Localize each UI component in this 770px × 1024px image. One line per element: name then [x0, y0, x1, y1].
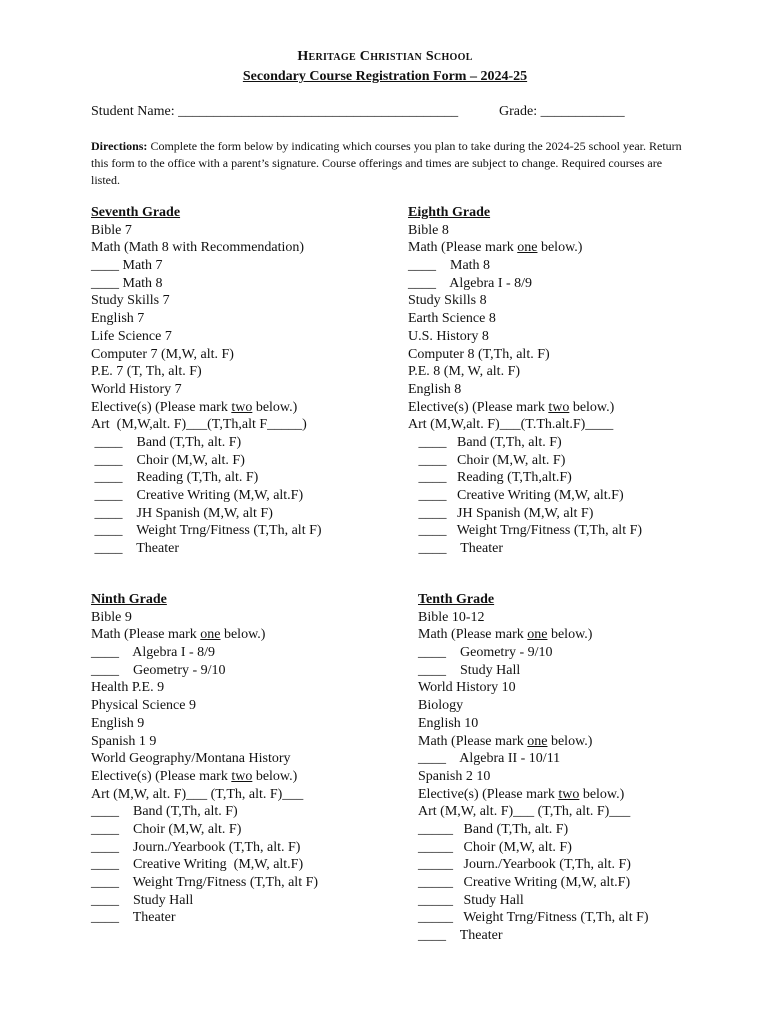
- seventh-grade-section: [91, 204, 322, 558]
- course-list: [418, 609, 649, 945]
- school-name: Heritage Christian School: [297, 49, 473, 64]
- course-line: Physical Science 9: [91, 698, 196, 714]
- course-line: English 10: [418, 715, 479, 731]
- course-line: ____ JH Spanish (M,W, alt F): [408, 505, 594, 521]
- course-line: Elective(s) (Please mark two below.): [418, 786, 625, 802]
- course-line: Spanish 1 9: [91, 733, 157, 749]
- course-line: _____ Journ./Yearbook (T,Th, alt. F): [418, 857, 631, 873]
- course-line: _____ Weight Trng/Fitness (T,Th, alt F): [418, 910, 649, 926]
- course-line: ____ Creative Writing (M,W, alt.F): [408, 488, 624, 503]
- tenth-grade-section: [418, 591, 649, 945]
- course-line: World Geography/Montana History: [91, 751, 291, 767]
- course-list: [91, 222, 322, 558]
- course-line: English 7: [91, 311, 145, 327]
- course-line: Math (Please mark one below.): [418, 627, 593, 643]
- course-line: Math (Please mark one below.): [418, 733, 593, 749]
- course-line: Elective(s) (Please mark two below.): [408, 399, 615, 415]
- section-heading: Seventh Grade: [91, 205, 181, 220]
- course-line: Math (Please mark one below.): [91, 627, 266, 643]
- course-line: Computer 7 (M,W, alt. F): [91, 346, 234, 362]
- course-line: ____ Theater: [91, 541, 179, 557]
- course-line: ____ Journ./Yearbook (T,Th, alt. F): [91, 839, 301, 855]
- directions: [91, 138, 691, 189]
- course-line: Math (Please mark one below.): [408, 240, 583, 256]
- section-heading: Tenth Grade: [418, 592, 495, 607]
- course-line: Health P.E. 9: [91, 680, 165, 696]
- course-line: English 8: [408, 381, 462, 397]
- course-line: Art (M,W,alt. F)___(T.Th.alt.F)____: [408, 417, 614, 433]
- course-line: Bible 7: [91, 222, 132, 238]
- course-line: World History 7: [91, 381, 182, 397]
- course-line: ____ Reading (T,Th, alt. F): [91, 470, 259, 486]
- course-line: Spanish 2 10: [418, 768, 491, 784]
- course-line: ____ Theater: [408, 541, 503, 557]
- course-line: _____ Creative Writing (M,W, alt.F): [418, 875, 631, 890]
- course-line: ____ JH Spanish (M,W, alt F): [91, 505, 273, 521]
- course-line: Study Skills 7: [91, 293, 170, 309]
- course-line: ____ Theater: [418, 928, 503, 944]
- course-line: ____ Math 7: [91, 258, 163, 274]
- course-line: ____ Choir (M,W, alt. F): [91, 452, 245, 468]
- course-line: ____ Choir (M,W, alt. F): [408, 452, 566, 468]
- course-line: ____ Band (T,Th, alt. F): [91, 804, 238, 820]
- course-list: [408, 222, 642, 558]
- directions-label: Directions:: [91, 139, 148, 153]
- course-line: Elective(s) (Please mark two below.): [91, 768, 298, 784]
- course-line: _____ Study Hall: [418, 892, 524, 908]
- form-title: Secondary Course Registration Form – 2024-25: [242, 69, 528, 84]
- course-line: ____ Math 8: [91, 275, 163, 291]
- course-line: Bible 10-12: [418, 609, 485, 625]
- course-line: ____ Creative Writing (M,W, alt.F): [91, 857, 304, 873]
- course-line: ____ Algebra I - 8/9: [408, 275, 533, 291]
- course-line: Biology: [418, 698, 464, 714]
- course-line: Bible 9: [91, 609, 132, 625]
- course-line: World History 10: [418, 680, 516, 696]
- course-line: ____ Study Hall: [91, 892, 194, 908]
- course-line: Art (M,W,alt. F)___(T,Th,alt F_____): [91, 417, 307, 433]
- course-line: Study Skills 8: [408, 293, 487, 309]
- course-line: Elective(s) (Please mark two below.): [91, 399, 298, 415]
- course-line: _____ Band (T,Th, alt. F): [418, 821, 569, 837]
- course-line: ____ Reading (T,Th,alt.F): [408, 470, 572, 486]
- course-list: [91, 609, 318, 927]
- course-line: ____ Theater: [91, 910, 176, 926]
- course-line: ____ Algebra II - 10/11: [418, 751, 561, 767]
- course-line: ____ Creative Writing (M,W, alt.F): [91, 488, 304, 503]
- course-line: ____ Band (T,Th, alt. F): [91, 434, 242, 450]
- course-line: ____ Weight Trng/Fitness (T,Th, alt F): [408, 523, 643, 539]
- course-line: ____ Geometry - 9/10: [91, 662, 226, 678]
- course-line: ____ Band (T,Th, alt. F): [408, 434, 562, 450]
- course-line: ____ Weight Trng/Fitness (T,Th, alt F): [91, 523, 322, 539]
- course-line: ____ Algebra I - 8/9: [91, 645, 216, 661]
- course-line: ____ Weight Trng/Fitness (T,Th, alt F): [91, 875, 319, 890]
- course-line: ____ Math 8: [408, 258, 491, 274]
- course-line: P.E. 7 (T, Th, alt. F): [91, 364, 202, 380]
- course-line: _____ Choir (M,W, alt. F): [418, 839, 572, 855]
- section-heading: Ninth Grade: [91, 592, 167, 607]
- course-line: Art (M,W, alt. F)___ (T,Th, alt. F)___: [91, 786, 304, 802]
- eighth-grade-section: [408, 204, 642, 558]
- course-line: ____ Study Hall: [418, 662, 521, 678]
- course-line: Math (Math 8 with Recommendation): [91, 240, 305, 256]
- student-name-field: Student Name: ________________________________________: [91, 104, 459, 119]
- section-heading: Eighth Grade: [408, 205, 491, 220]
- course-line: English 9: [91, 715, 145, 731]
- course-line: P.E. 8 (M, W, alt. F): [408, 364, 521, 380]
- course-line: Art (M,W, alt. F)___ (T,Th, alt. F)___: [418, 804, 631, 820]
- course-line: U.S. History 8: [408, 328, 489, 344]
- course-line: ____ Choir (M,W, alt. F): [91, 821, 242, 837]
- grade-field: Grade: ____________: [499, 104, 625, 119]
- course-line: Bible 8: [408, 222, 449, 238]
- course-line: Computer 8 (T,Th, alt. F): [408, 346, 550, 362]
- course-line: ____ Geometry - 9/10: [418, 645, 553, 661]
- course-line: Life Science 7: [91, 328, 172, 344]
- course-line: Earth Science 8: [408, 311, 496, 327]
- ninth-grade-section: [91, 591, 318, 927]
- directions-text: Complete the form below by indicating which courses you plan to take during the 2024-25 school year. Return this form to the office with a parent’s signature. Course offerings and times are subject to change. Required courses are listed.: [91, 139, 682, 187]
